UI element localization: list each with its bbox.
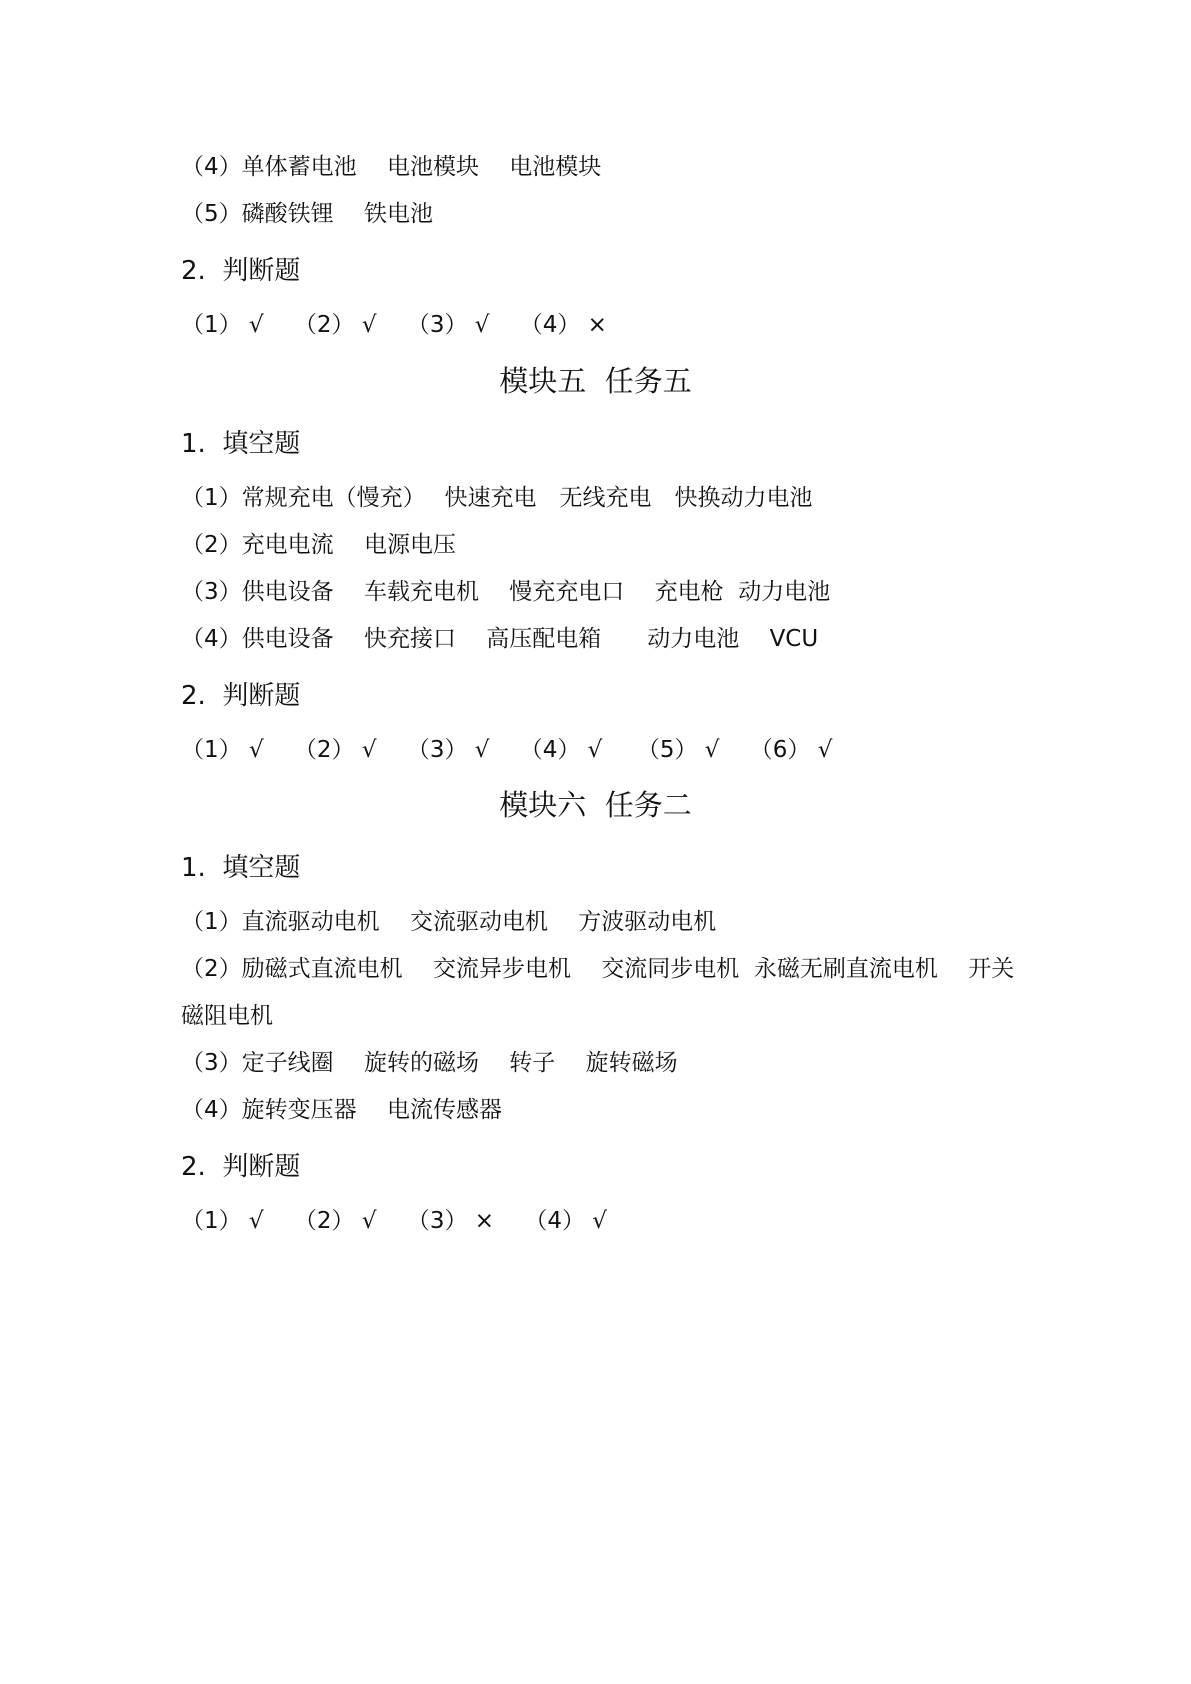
judge-answer-line: （1） √ （2） √ （3） × （4） √ [181,1208,607,1234]
judge-answer-line: （1） √ （2） √ （3） √ （4） × [181,312,607,338]
fill-answer-line: （1）常规充电（慢充） 快速充电 无线充电 快换动力电池 [181,485,813,511]
fill-section-title: 1. 填空题 [181,853,301,883]
fill-answer-line: （2）励磁式直流电机 交流异步电机 交流同步电机 永磁无刷直流电机 开关 [181,956,1015,982]
fill-answer-line: （4）单体蓄电池 电池模块 电池模块 [181,154,602,180]
fill-answer-line: （4）旋转变压器 电流传感器 [181,1097,502,1123]
fill-answer-line: （5）磷酸铁锂 铁电池 [181,201,433,227]
fill-answer-line: （3）供电设备 车载充电机 慢充充电口 充电枪 动力电池 [181,579,831,605]
module-title: 模块六 任务二 [499,788,692,822]
judge-section-title: 2. 判断题 [181,681,301,711]
fill-answer-line: （2）充电电流 电源电压 [181,532,456,558]
fill-answer-line: （3）定子线圈 旋转的磁场 转子 旋转磁场 [181,1050,678,1076]
fill-answer-line: 磁阻电机 [181,1003,273,1029]
judge-answer-line: （1） √ （2） √ （3） √ （4） √ （5） √ （6） √ [181,737,833,763]
fill-answer-line: （1）直流驱动电机 交流驱动电机 方波驱动电机 [181,909,717,935]
module-title: 模块五 任务五 [499,364,692,398]
fill-answer-line: （4）供电设备 快充接口 高压配电箱 动力电池 VCU [181,626,819,652]
judge-section-title: 2. 判断题 [181,1152,301,1182]
judge-section-title: 2. 判断题 [181,256,301,286]
fill-section-title: 1. 填空题 [181,429,301,459]
